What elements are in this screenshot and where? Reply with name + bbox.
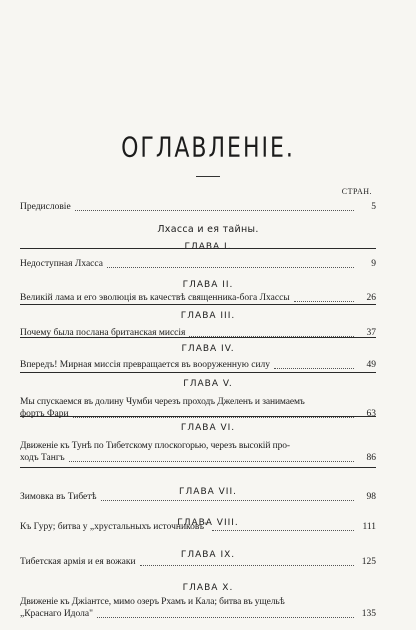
- section-separator: [20, 467, 376, 468]
- entry-text: Великій лама и его эволюція въ качествѣ священника-бога Лхассы: [20, 293, 290, 303]
- toc-entry: [20, 521, 376, 533]
- chapter-heading: ГЛАВА IV.: [181, 344, 235, 354]
- entry-text: Почему была послана британская миссія: [20, 328, 186, 338]
- page-column-header: СТРАН.: [341, 187, 372, 196]
- section-separator: [20, 337, 376, 338]
- toc-entry: [20, 596, 376, 620]
- entry-page: 125: [361, 557, 376, 567]
- toc-entry: [20, 556, 376, 568]
- entry-text-line-final: [20, 608, 376, 620]
- chapter-heading: ГЛАВА II.: [182, 280, 234, 290]
- leader-dots: [140, 564, 354, 566]
- entry-text: Тибетская армія и ея вожаки: [20, 557, 136, 567]
- entry-page: 26: [366, 293, 376, 303]
- entry-text-line: Движеніе къ Тунѣ по Тибетскому плоскогорью, черезъ высокій про-: [20, 441, 290, 451]
- chapter-heading: ГЛАВА IX.: [180, 550, 236, 560]
- chapter-heading: ГЛАВА VI.: [180, 423, 236, 433]
- entry-page: 135: [361, 609, 376, 619]
- leader-dots: [294, 300, 354, 302]
- leader-dots: [101, 499, 354, 501]
- toc-preface: [20, 201, 376, 213]
- leader-dots: [274, 367, 354, 369]
- entry-text-line-final: [20, 452, 376, 464]
- entry-page: 86: [366, 453, 376, 463]
- entry-text: Впередъ! Мирная миссія превращается въ вооруженную силу: [20, 360, 271, 370]
- toc-title: ОГЛАВЛЕНІЕ.: [121, 132, 295, 165]
- entry-text-line-final: [20, 408, 376, 420]
- entry-text: фортъ Фари: [20, 409, 69, 419]
- entry-page: 5: [371, 202, 376, 212]
- section-separator: [20, 248, 376, 249]
- entry-text-line: Движеніе къ Джіантсе, мимо озеръ Рхамъ и Кала; битва въ ущельѣ: [20, 597, 285, 607]
- section-separator: [20, 416, 376, 417]
- section-separator: [20, 372, 376, 373]
- leader-dots: [75, 209, 354, 211]
- toc-entry: [20, 491, 376, 503]
- part-title: Лхасса и ея тайны.: [157, 224, 259, 235]
- toc-entry: [20, 359, 376, 371]
- chapter-heading: ГЛАВА III.: [180, 311, 236, 321]
- toc-entry: [20, 258, 376, 270]
- chapter-heading: ГЛАВА V.: [183, 379, 233, 389]
- leader-dots: [107, 266, 354, 268]
- entry-page: 9: [371, 259, 376, 269]
- entry-text: „Краснаго Идола": [20, 609, 93, 619]
- leader-dots: [69, 460, 354, 462]
- entry-page: 63: [366, 409, 376, 419]
- chapter-heading: ГЛАВА I.: [184, 242, 232, 252]
- section-separator: [20, 304, 376, 305]
- entry-text-line: Мы спускаемся въ долину Чумби черезъ проходъ Джеленъ и занимаемъ: [20, 397, 305, 407]
- chapter-heading: ГЛАВА X.: [182, 583, 234, 593]
- leader-dots: [212, 529, 354, 531]
- entry-page: 111: [362, 522, 376, 532]
- entry-text: ходъ Тангъ: [20, 453, 65, 463]
- chapter-heading: ГЛАВА VIII.: [177, 518, 239, 528]
- chapter-heading: ГЛАВА VII.: [179, 487, 237, 497]
- toc-entry: [20, 292, 376, 304]
- leader-dots: [97, 616, 354, 618]
- toc-entry: [20, 440, 376, 464]
- entry-page: 37: [366, 328, 376, 338]
- entry-text: Предисловіе: [20, 202, 71, 212]
- entry-text: Къ Гуру; битва у „хрустальныхъ источниковъ": [20, 522, 208, 532]
- entry-text: Недоступная Лхасса: [20, 259, 103, 269]
- entry-text: Зимовка въ Тибетѣ: [20, 492, 97, 502]
- entry-page: 98: [366, 492, 376, 502]
- title-rule: [196, 176, 220, 177]
- entry-page: 49: [366, 360, 376, 370]
